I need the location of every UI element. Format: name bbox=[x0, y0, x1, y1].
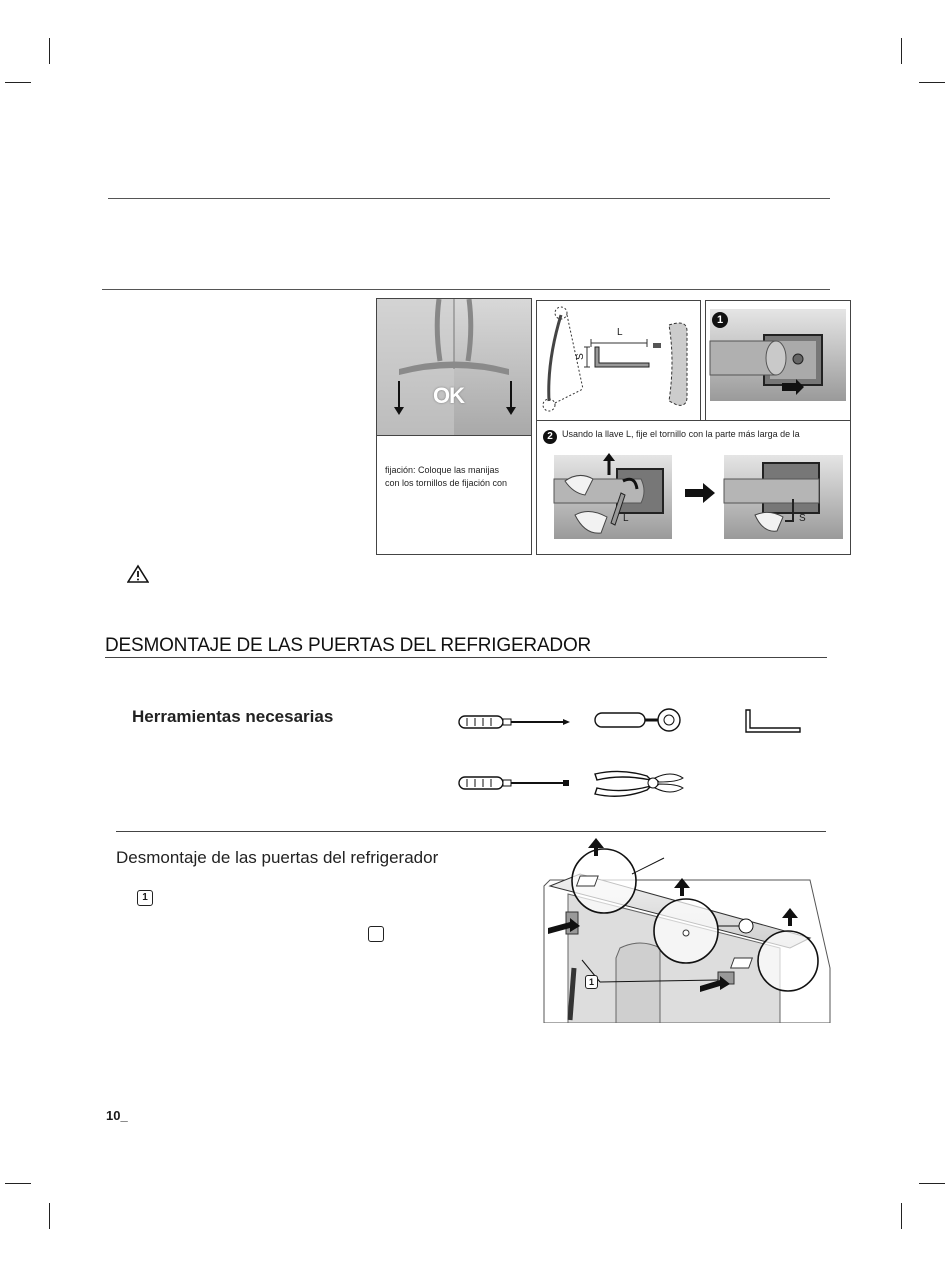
step2-label-l: L bbox=[623, 513, 629, 524]
step2-label-s: S bbox=[799, 513, 806, 524]
crop-mark bbox=[5, 82, 31, 83]
subsection-heading: Desmontaje de las puertas del refrigerador bbox=[116, 848, 439, 867]
crop-mark bbox=[49, 38, 50, 64]
l-wrench-icon bbox=[742, 708, 802, 738]
header-rule-top bbox=[108, 198, 830, 199]
pliers-icon bbox=[591, 766, 687, 802]
wrench-label-s: S bbox=[574, 353, 586, 360]
socket-wrench-icon bbox=[593, 707, 683, 733]
section-title: DESMONTAJE DE LAS PUERTAS DEL REFRIGERADOR bbox=[105, 635, 592, 656]
step1-panel bbox=[705, 300, 851, 422]
flat-screwdriver-icon bbox=[457, 775, 571, 791]
step-marker-empty bbox=[368, 926, 384, 942]
l-wrench-illustration bbox=[537, 301, 700, 421]
crop-mark bbox=[919, 82, 945, 83]
wrench-label-l: L bbox=[617, 327, 623, 338]
tools-heading: Herramientas necesarias bbox=[132, 707, 334, 726]
subsection-rule bbox=[116, 831, 826, 832]
crop-mark bbox=[919, 1183, 945, 1184]
l-wrench-panel bbox=[536, 300, 701, 422]
ok-label: OK bbox=[433, 383, 464, 408]
step-marker: 1 bbox=[137, 890, 153, 906]
crop-mark bbox=[901, 38, 902, 64]
diagram-marker: 1 bbox=[585, 975, 598, 989]
section-rule bbox=[105, 657, 827, 658]
crop-mark bbox=[49, 1203, 50, 1229]
handle-ok-panel bbox=[376, 298, 532, 555]
step2-number: 2 bbox=[543, 430, 557, 444]
warning-icon bbox=[127, 564, 149, 584]
ok-caption-line2: con los tornillos de fijación con bbox=[385, 478, 508, 488]
page-number: 10_ bbox=[106, 1108, 128, 1123]
handle-ok-illustration bbox=[377, 299, 531, 439]
step2-panel bbox=[536, 420, 851, 555]
step2-illustration bbox=[537, 453, 850, 553]
crop-mark bbox=[5, 1183, 31, 1184]
door-removal-diagram bbox=[540, 838, 840, 1023]
step1-number: 1 bbox=[712, 312, 728, 328]
step2-instruction: Usando la llave L, fije el tornillo con la parte más larga de la bbox=[562, 429, 800, 439]
ok-caption-line1: fijación: Coloque las manijas bbox=[385, 465, 500, 475]
header-rule-bottom bbox=[102, 289, 830, 290]
crop-mark bbox=[901, 1203, 902, 1229]
phillips-screwdriver-icon bbox=[457, 714, 571, 730]
